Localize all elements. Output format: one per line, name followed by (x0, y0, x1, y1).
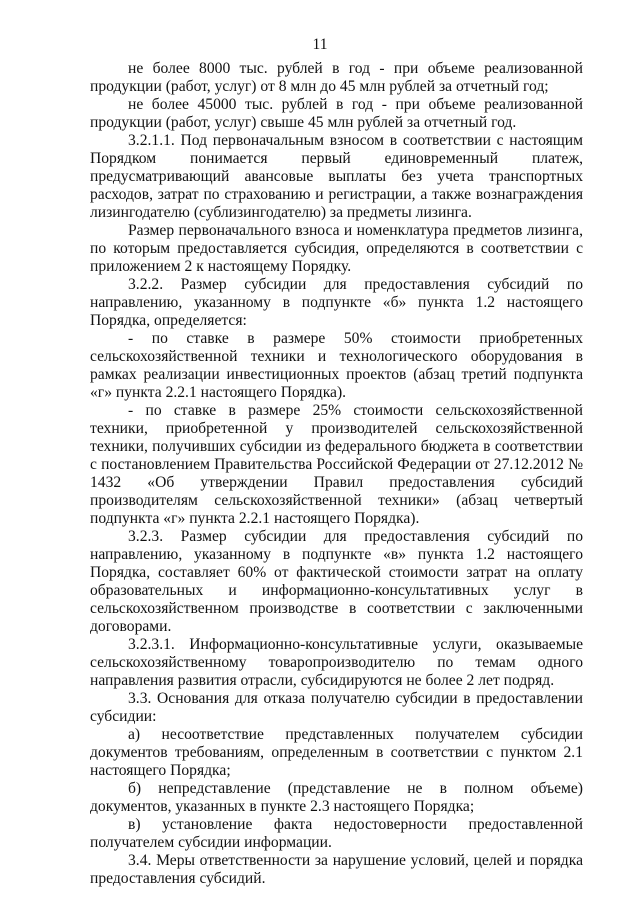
paragraph-11: а) несоответствие представленных получателем субсидии документов требованиям, определенным в соответствии с пунктом 2.1 настоящего Порядка; (90, 726, 583, 779)
page-number: 11 (312, 36, 328, 53)
paragraph-14: 3.4. Меры ответственности за нарушение условий, целей и порядка предоставления субсидий. (90, 852, 583, 887)
paragraph-10: 3.3. Основания для отказа получателю субсидии в предоставлении субсидии: (90, 690, 583, 725)
paragraph-12: б) непредставление (представление не в полном объеме) документов, указанных в пункте 2.3 настоящего Порядка; (90, 780, 583, 815)
paragraph-3: 3.2.1.1. Под первоначальным взносом в соответствии с настоящим Порядком понимается первый единовременный платеж, предусматривающий авансовые выплаты без учета транспортных расходов, затрат по страхованию и регистрации, а также вознаграждения лизингодателю (сублизингодателю) за предметы лизинга. (90, 132, 583, 221)
document-body (90, 60, 583, 888)
paragraph-8: 3.2.3. Размер субсидии для предоставления субсидий по направлению, указанному в подпункте «в» пункта 1.2 настоящего Порядка, составляет 60% от фактической стоимости затрат на оплату образовательных и информационно-консультативных услуг в сельскохозяйственном производстве в соответствии с заключенными договорами. (90, 528, 583, 635)
paragraph-7: - по ставке в размере 25% стоимости сельскохозяйственной техники, приобретенной у производителей сельскохозяйственной техники, получивших субсидии из федерального бюджета в соответствии с постановлением Правительства Российской Федерации от 27.12.2012 № 1432 «Об утверждении Правил предоставления субсидий производителям сельскохозяйственной техники» (абзац четвертый подпункта «г» пункта 2.2.1 настоящего Порядка). (90, 402, 583, 527)
paragraph-13: в) установление факта недостоверности предоставленной получателем субсидии информации. (90, 816, 583, 851)
paragraph-9: 3.2.3.1. Информационно-консультативные услуги, оказываемые сельскохозяйственному товаропроизводителю по темам одного направления развития отрасли, субсидируются не более 2 лет подряд. (90, 636, 583, 689)
paragraph-4: Размер первоначального взноса и номенклатура предметов лизинга, по которым предоставляется субсидия, определяются в соответствии с приложением 2 к настоящему Порядку. (90, 222, 583, 275)
paragraph-5: 3.2.2. Размер субсидии для предоставления субсидий по направлению, указанному в подпункте «б» пункта 1.2 настоящего Порядка, определяется: (90, 276, 583, 329)
paragraph-2: не более 45000 тыс. рублей в год - при объеме реализованной продукции (работ, услуг) свыше 45 млн рублей за отчетный год. (90, 96, 583, 131)
paragraph-1: не более 8000 тыс. рублей в год - при объеме реализованной продукции (работ, услуг) от 8 млн до 45 млн рублей за отчетный год; (90, 60, 583, 95)
paragraph-6: - по ставке в размере 50% стоимости приобретенных сельскохозяйственной техники и технологического оборудования в рамках реализации инвестиционных проектов (абзац третий подпункта «г» пункта 2.2.1 настоящего Порядка). (90, 330, 583, 401)
